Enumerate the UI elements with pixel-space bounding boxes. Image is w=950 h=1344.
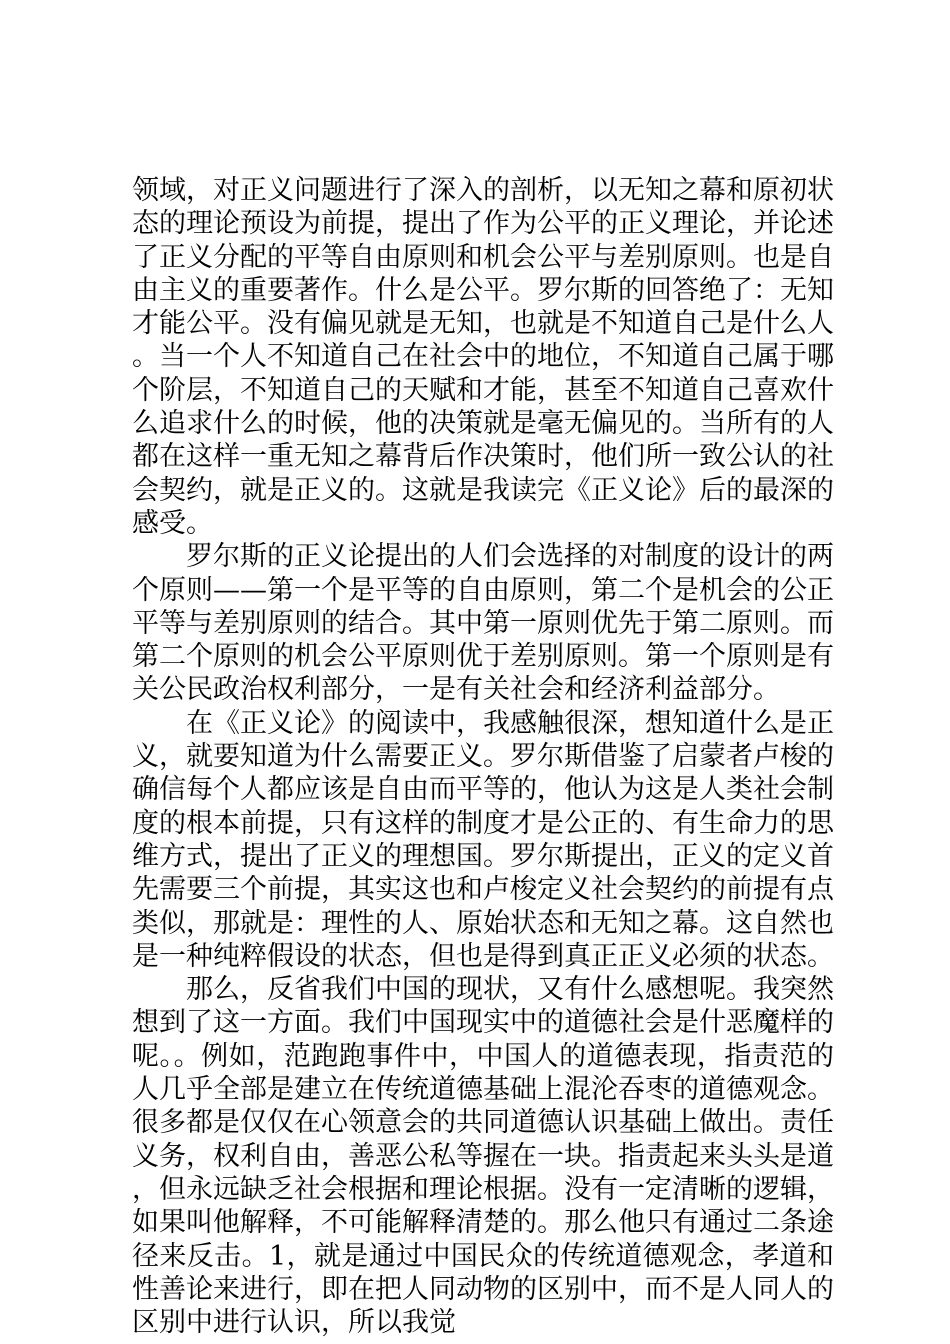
document-page [132, 174, 834, 1339]
paragraph-3: 在《正义论》的阅读中，我感触很深，想知道什么是正义，就要知道为什么需要正义。罗尔斯借鉴了启蒙者卢梭的确信每个人都应该是自由而平等的，他认为这是人类社会制度的根本前提，只有这样的制度才是公正的、有生命力的思维方式，提出了正义的理想国。罗尔斯提出，正义的定义首先需要三个前提，其实这也和卢梭定义社会契约的前提有点类似，那就是：理性的人、原始状态和无知之幕。这自然也是一种纯粹假设的状态，但也是得到真正正义必须的状态。 [132, 707, 834, 972]
paragraph-1: 领域，对正义问题进行了深入的剖析，以无知之幕和原初状态的理论预设为前提，提出了作为公平的正义理论，并论述了正义分配的平等自由原则和机会公平与差别原则。也是自由主义的重要著作。什么是公平。罗尔斯的回答绝了：无知才能公平。没有偏见就是无知，也就是不知道自己是什么人。当一个人不知道自己在社会中的地位，不知道自己属于哪个阶层，不知道自己的天赋和才能，甚至不知道自己喜欢什么追求什么的时候，他的决策就是毫无偏见的。当所有的人都在这样一重无知之幕背后作决策时，他们所一致公认的社会契约，就是正义的。这就是我读完《正义论》后的最深的感受。 [132, 175, 834, 539]
paragraph-4: 那么，反省我们中国的现状，又有什么感想呢。我突然想到了这一方面。我们中国现实中的道德社会是什恶魔样的呢。。例如，范跑跑事件中，中国人的道德表现，指责范的人几乎全部是建立在传统道德基础上混沦吞枣的道德观念。很多都是仅仅在心领意会的共同道德认识基础上做出。责任义务，权利自由，善恶公私等握在一块。指责起来头头是道，但永远缺乏社会根据和理论根据。没有一定清晰的逻辑，如果叫他解释，不可能解释清楚的。那么他只有通过二条途径来反击。1，就是通过中国民众的传统道德观念，孝道和性善论来进行，即在把人同动物的区别中，而不是人同人的区别中进行认识，所以我觉 [132, 974, 834, 1339]
paragraph-2: 罗尔斯的正义论提出的人们会选择的对制度的设计的两个原则——第一个是平等的自由原则，第二个是机会的公正平等与差别原则的结合。其中第一原则优先于第二原则。而第二个原则的机会公平原则优于差别原则。第一个原则是有关公民政治权利部分，一是有关社会和经济利益部分。 [132, 541, 834, 706]
